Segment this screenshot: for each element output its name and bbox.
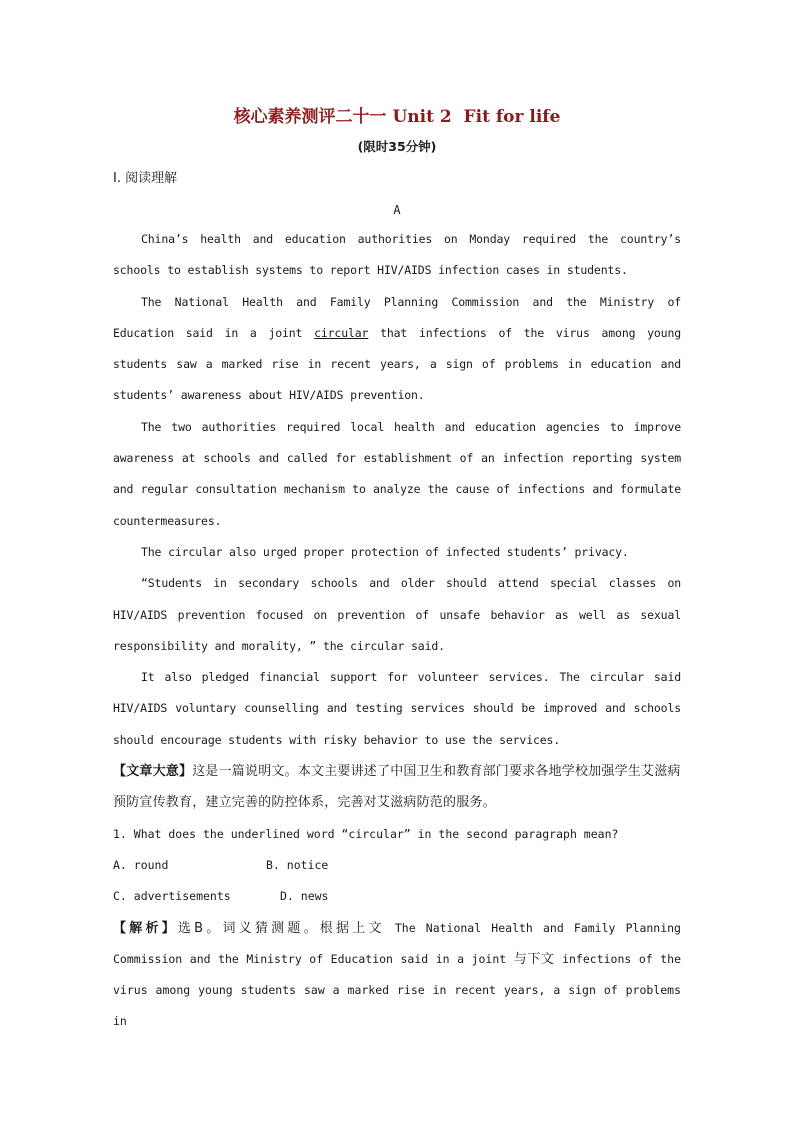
paragraph-3: The two authorities required local health and education agencies to improve awareness at schools and called for establishment of an infection reporting system and regular consultation mechanism to analyze the cause of infections and formulate countermeasures. <box>113 419 681 528</box>
question-1-options-row-2 <box>113 881 681 912</box>
question-1-options-row-1 <box>113 850 681 881</box>
option-a: A. round <box>113 857 169 872</box>
page-title: 核心素养测评二十一 Unit 2 Fit for life <box>233 107 561 127</box>
option-c: C. advertisements <box>113 889 231 904</box>
analysis-quote-1: The National Health and Family Planning Commission and the Ministry of Education said in a joint <box>113 920 681 966</box>
passage-letter: A <box>393 203 401 217</box>
paragraph-2 <box>113 287 681 412</box>
analysis-quote-2: infections of the virus among young students saw a marked rise in recent years, a sign of problems in <box>113 951 681 1029</box>
paragraph-2-before: The National Health and Family Planning Commission and the Ministry of Education said in a joint <box>113 294 681 340</box>
analysis-block <box>113 913 681 1038</box>
section-heading-reading: Ⅰ. 阅读理解 <box>113 171 178 186</box>
question-1-stem: 1. What does the underlined word “circular” in the second paragraph mean? <box>113 826 619 841</box>
document-page <box>113 100 681 1038</box>
summary-label: 【文章大意】 <box>113 764 193 780</box>
option-d: D. news <box>280 889 329 904</box>
paragraph-4: The circular also urged proper protection of infected students’ privacy. <box>141 544 629 559</box>
paragraph-5: “Students in secondary schools and older should attend special classes on HIV/AIDS prevention focused on prevention of unsafe behavior as well as sexual responsibility and morality, ” the circular said. <box>113 576 681 653</box>
time-limit-subtitle: (限时35分钟) <box>357 139 437 154</box>
summary-text: 这是一篇说明文。本文主要讲述了中国卫生和教育部门要求各地学校加强学生艾滋病预防宣传教育，建立完善的防控体系，完善对艾滋病防范的服务。 <box>113 764 681 811</box>
underlined-word-circular: circular <box>314 325 369 340</box>
analysis-lead: 选B。词义猜测题。根据上文 <box>177 920 385 936</box>
paragraph-6: It also pledged financial support for volunteer services. The circular said HIV/AIDS voluntary counselling and testing services should be improved and schools should encourage students with risky behavior to use the services. <box>113 670 681 747</box>
summary-block <box>113 756 681 819</box>
paragraph-2-after: that infections of the virus among young students saw a marked rise in recent years, a sign of problems in education and students’ awareness about HIV/AIDS prevention. <box>113 325 682 403</box>
option-b: B. notice <box>266 857 329 872</box>
analysis-label: 【解析】 <box>113 920 178 936</box>
paragraph-1: China’s health and education authorities on Monday required the country’s schools to establish systems to report HIV/AIDS infection cases in students. <box>113 232 681 278</box>
analysis-mid: 与下文 <box>513 951 555 967</box>
